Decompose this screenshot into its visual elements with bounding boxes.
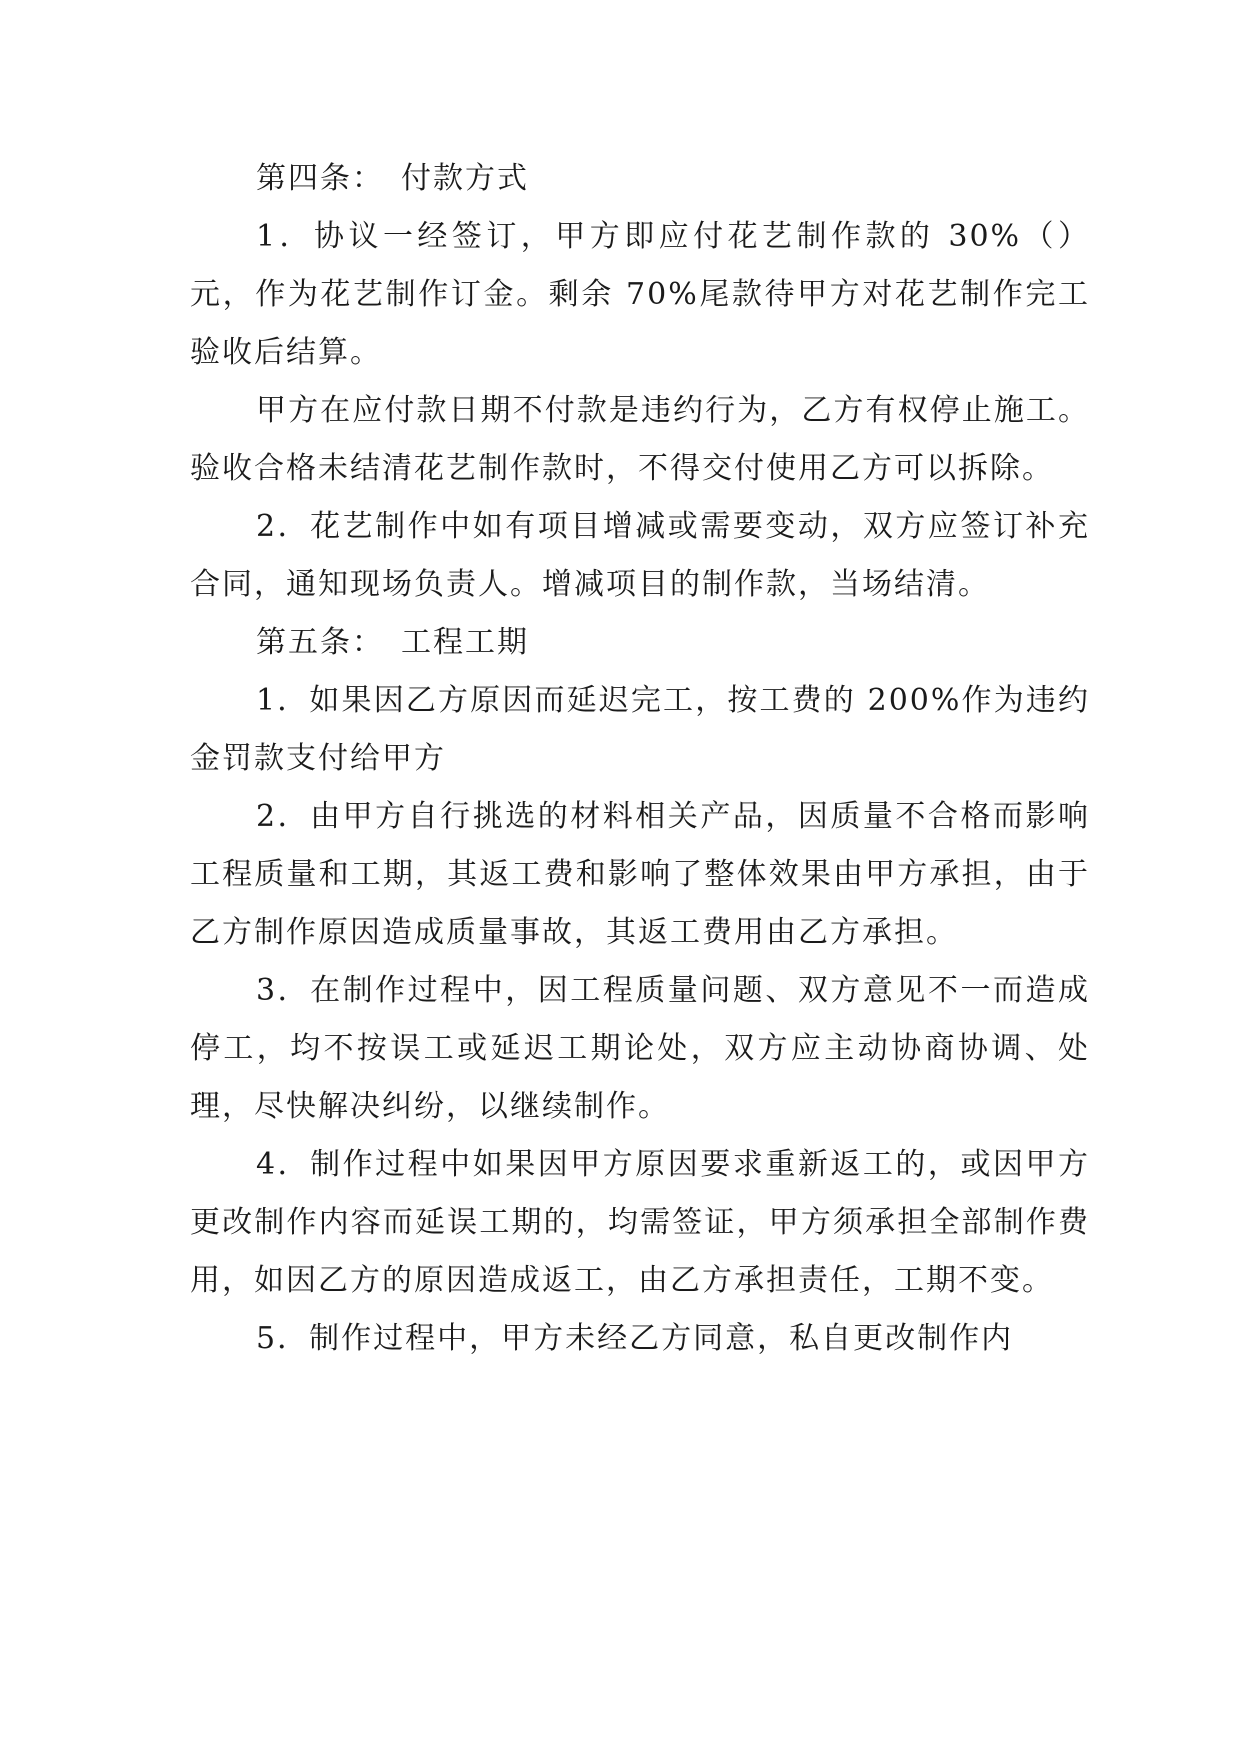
paragraph: 2．花艺制作中如有项目增减或需要变动，双方应签订补充合同，通知现场负责人。增减项目的制作款，当场结清。 bbox=[190, 509, 1090, 602]
paragraph: 甲方在应付款日期不付款是违约行为，乙方有权停止施工。验收合格未结清花艺制作款时，不得交付使用乙方可以拆除。 bbox=[190, 393, 1090, 486]
article-5-heading: 第五条： 工程工期 bbox=[256, 625, 529, 660]
article-4-heading: 第四条： 付款方式 bbox=[256, 161, 529, 196]
paragraph: 2．由甲方自行挑选的材料相关产品，因质量不合格而影响工程质量和工期，其返工费和影响了整体效果由甲方承担，由于乙方制作原因造成质量事故，其返工费用由乙方承担。 bbox=[190, 799, 1090, 950]
paragraph: 3．在制作过程中，因工程质量问题、双方意见不一而造成停工，均不按误工或延迟工期论处，双方应主动协商协调、处理，尽快解决纠纷，以继续制作。 bbox=[190, 973, 1090, 1124]
paragraph: 1．协议一经签订，甲方即应付花艺制作款的 30%（）元，作为花艺制作订金。剩余 70%尾款待甲方对花艺制作完工验收后结算。 bbox=[190, 219, 1090, 370]
paragraph: 4．制作过程中如果因甲方原因要求重新返工的，或因甲方更改制作内容而延误工期的，均需签证，甲方须承担全部制作费用，如因乙方的原因造成返工，由乙方承担责任，工期不变。 bbox=[190, 1147, 1090, 1298]
paragraph: 5．制作过程中，甲方未经乙方同意，私自更改制作内 bbox=[256, 1321, 1014, 1356]
document-body bbox=[190, 150, 1090, 1368]
paragraph: 1．如果因乙方原因而延迟完工，按工费的 200%作为违约金罚款支付给甲方 bbox=[190, 683, 1090, 776]
